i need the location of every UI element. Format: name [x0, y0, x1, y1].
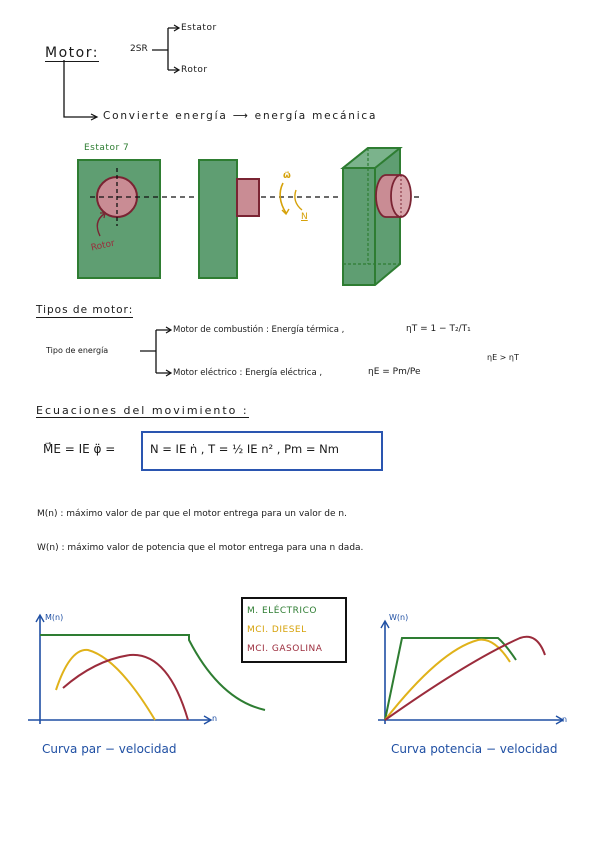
ecuaciones-heading: Ecuaciones del movimiento : [36, 404, 249, 417]
rotor-label: Rotor [90, 238, 116, 254]
gasoline-torque-curve [63, 655, 188, 720]
legend-diesel: MCI. DIESEL [247, 625, 307, 635]
rotor-branch: Rotor [181, 65, 208, 75]
motor-sub: 2SR [130, 44, 148, 54]
tipos-heading: Tipos de motor: [36, 304, 134, 316]
def-mn: M(n) : máximo valor de par que el motor entrega para un valor de n. [37, 509, 347, 519]
left-xlabel: n [212, 714, 218, 723]
right-ylabel: W(n) [389, 613, 409, 622]
legend-gasolina: MCI. GASOLINA [247, 644, 323, 654]
estator-branch: Estator [181, 23, 217, 33]
tipo-energia: Tipo de energía [46, 346, 109, 355]
right-caption: Curva potencia − velocidad [391, 742, 558, 756]
legend-electrico: M. ELÉCTRICO [247, 606, 317, 616]
motor-combustion: Motor de combustión : Energía térmica , [173, 325, 345, 335]
motor-title: Motor: [45, 45, 99, 61]
eq-box-text: N = IE ṅ , T = ½ IE n² , Pm = Nm [150, 442, 339, 456]
omega-label: ω⃗ [283, 171, 291, 181]
eta-termica: ηT = 1 − T₂/T₁ [406, 324, 471, 334]
n-label: N [301, 212, 308, 222]
left-ylabel: M(n) [45, 613, 64, 622]
gasoline-power-curve [385, 637, 545, 720]
right-xlabel: n [562, 715, 568, 724]
eta-compare: ηE > ηT [487, 353, 519, 362]
left-caption: Curva par − velocidad [42, 742, 177, 756]
eq-momento: M⃗E = IE φ̈ = [43, 442, 116, 456]
electric-torque-curve [40, 635, 265, 710]
motor-electrico: Motor eléctrico : Energía eléctrica , [173, 368, 323, 378]
convierte-text: Convierte energía ⟶ energía mecánica [103, 110, 378, 122]
def-wn: W(n) : máximo valor de potencia que el motor entrega para una n dada. [37, 543, 364, 553]
eta-electrica: ηE = Pm/Pe [368, 367, 421, 377]
estator-label: Estator 7 [84, 143, 130, 153]
